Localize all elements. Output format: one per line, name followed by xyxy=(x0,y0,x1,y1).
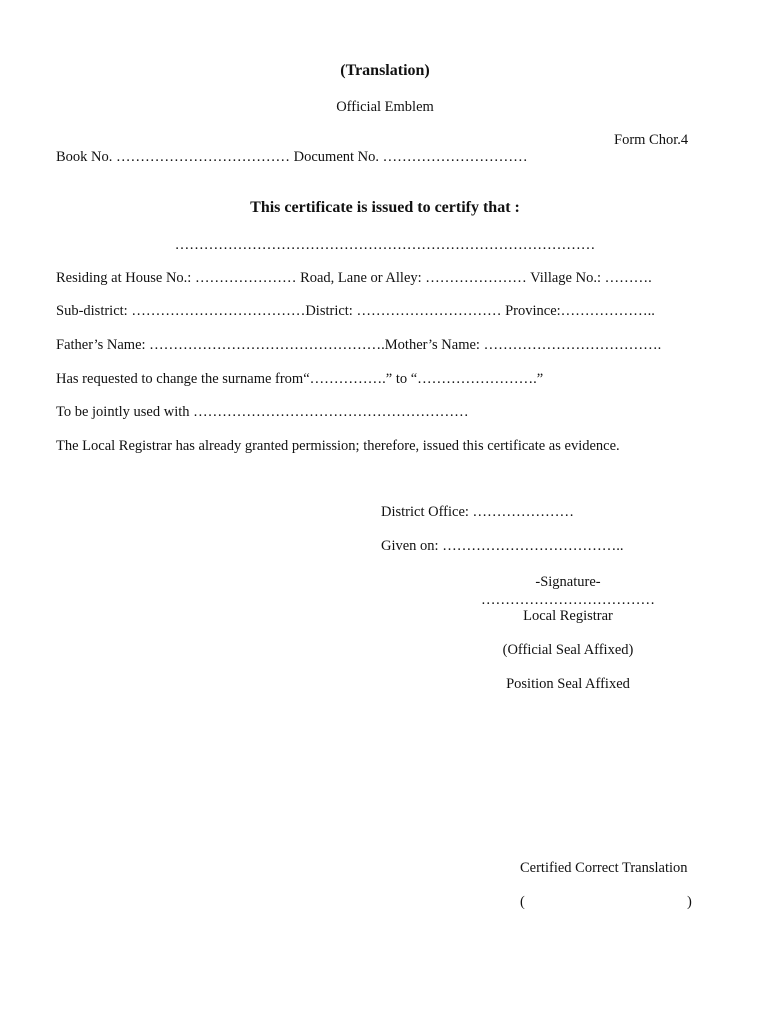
official-emblem-label: Official Emblem xyxy=(336,99,434,115)
form-number: Form Chor.4 xyxy=(614,132,689,148)
given-on-line: Given on: ……………………………….. xyxy=(381,538,624,554)
name-placeholder-line: …………………………………………………………………………… xyxy=(174,237,596,253)
certificate-heading: This certificate is issued to certify that : xyxy=(250,199,520,216)
parents-names-line: Father’s Name: ………………………………………….Mother’s Name: ………………………………. xyxy=(56,337,662,353)
surname-change-line: Has requested to change the surname from“…………….” to “…………………….” xyxy=(56,371,544,387)
signature-label: -Signature- xyxy=(535,574,601,590)
joint-use-line: To be jointly used with ………………………………………………… xyxy=(56,404,469,420)
book-document-number-line: Book No. ……………………………… Document No. ………………………… xyxy=(56,149,528,165)
district-office-line: District Office: ………………… xyxy=(381,504,575,520)
district-province-line: Sub-district: ………………………………District: ………………………… Province:……………….. xyxy=(56,303,655,319)
official-seal-note: (Official Seal Affixed) xyxy=(502,642,634,658)
signature-line: ……………………………… xyxy=(481,592,655,608)
translator-name-close-paren: ) xyxy=(687,894,692,910)
position-seal-note: Position Seal Affixed xyxy=(506,676,630,692)
permission-statement: The Local Registrar has already granted permission; therefore, issued this certificate as evidence. xyxy=(56,438,620,454)
certified-translation-label: Certified Correct Translation xyxy=(520,860,688,876)
translator-name-open-paren: ( xyxy=(520,894,525,910)
registrar-title: Local Registrar xyxy=(523,608,613,624)
residence-line: Residing at House No.: ………………… Road, Lane or Alley: ………………… Village No.: ………. xyxy=(56,270,652,286)
document-title: (Translation) xyxy=(340,62,430,79)
